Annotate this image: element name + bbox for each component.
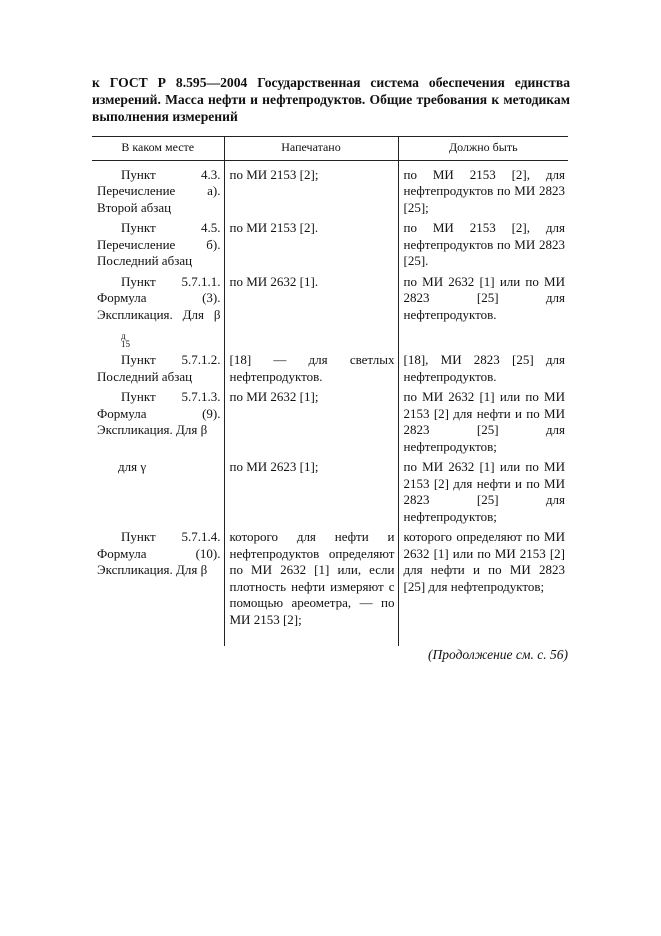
- cell-printed: по МИ 2632 [1];: [224, 389, 398, 459]
- table-row: [92, 529, 568, 646]
- document-title: к ГОСТ Р 8.595—2004 Государственная система обеспечения единства измерений. Масса нефти и нефтепродуктов. Общие требования к методикам выполнения измерений: [92, 75, 570, 124]
- beta-symbol: β: [213, 306, 221, 322]
- cell-printed: [18] — для светлых нефтепродуктов.: [224, 352, 398, 389]
- table-row: [92, 352, 568, 389]
- cell-printed: по МИ 2153 [2];: [224, 160, 398, 220]
- column-header-should-be: Должно быть: [398, 137, 568, 161]
- cell-should-be: по МИ 2632 [1] или по МИ 2823 [25] для нефтепродуктов.: [398, 274, 568, 353]
- cell-printed: по МИ 2632 [1].: [224, 274, 398, 353]
- errata-table: [92, 136, 568, 646]
- cell-where: Пункт 4.5. Перечисление б). Последний абзац: [97, 220, 221, 268]
- beta-subscript: 15: [121, 339, 130, 349]
- cell-should-be: [18], МИ 2823 [25] для нефтепродуктов.: [398, 352, 568, 389]
- table-row: [92, 220, 568, 274]
- cell-where-text: Пункт 5.7.1.1. Формула (3). Экспликация. Для: [97, 273, 221, 322]
- cell-should-be: по МИ 2632 [1] или по МИ 2153 [2] для нефти и по МИ 2823 [25] для нефтепродуктов;: [398, 389, 568, 459]
- beta-superscript: д: [121, 331, 126, 341]
- cell-where: для γ: [118, 459, 147, 474]
- cell-should-be: по МИ 2153 [2], для нефтепродуктов по МИ 2823 [25].: [398, 220, 568, 274]
- cell-where: Пункт 5.7.1.4. Формула (10). Экспликация. Для β: [97, 529, 221, 577]
- cell-printed: которого для нефти и нефтепродуктов определяют по МИ 2632 [1] или, если плотность нефти измеряют с помощью ареометра, — по МИ 2153 [2];: [224, 529, 398, 646]
- table-row: [92, 389, 568, 459]
- table-header-row: [92, 137, 568, 161]
- cell-where: Пункт 5.7.1.2. Последний абзац: [97, 352, 221, 384]
- cell-where: Пункт 4.3. Перечисление а). Второй абзац: [97, 166, 221, 215]
- table-row: [92, 160, 568, 220]
- column-header-where: В каком месте: [92, 137, 224, 161]
- table-row: [92, 274, 568, 353]
- cell-printed: по МИ 2623 [1];: [224, 459, 398, 529]
- cell-should-be: которого определяют по МИ 2632 [1] или по МИ 2153 [2] для нефти и по МИ 2823 [25] для нефтепродуктов;: [398, 529, 568, 646]
- table-row: [92, 459, 568, 529]
- continuation-note: (Продолжение см. с. 56): [428, 647, 568, 662]
- cell-where: Пункт 5.7.1.3. Формула (9). Экспликация. Для β: [97, 389, 221, 437]
- cell-where: [92, 274, 224, 353]
- cell-should-be: по МИ 2153 [2], для нефтепродуктов по МИ 2823 [25];: [398, 160, 568, 220]
- cell-printed: по МИ 2153 [2].: [224, 220, 398, 274]
- column-header-printed: Напечатано: [224, 137, 398, 161]
- cell-should-be: по МИ 2632 [1] или по МИ 2153 [2] для нефти и по МИ 2823 [25] для нефтепродуктов;: [398, 459, 568, 529]
